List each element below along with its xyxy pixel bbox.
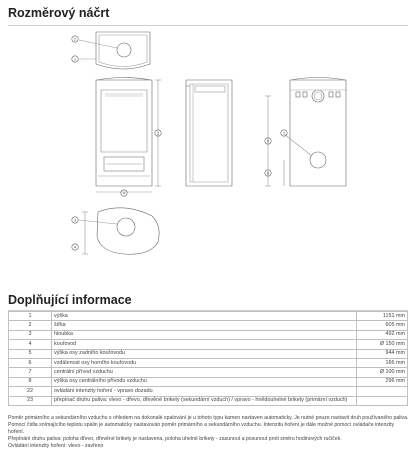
- callout-label: 1: [156, 130, 160, 136]
- row-number: 8: [9, 377, 52, 386]
- table-row: [9, 321, 408, 330]
- row-number: 2: [9, 321, 52, 330]
- row-number: 23: [9, 396, 52, 405]
- rear-view: [265, 78, 346, 187]
- table-row: [9, 396, 408, 405]
- row-label: výška osy centrálního přívodu vzduchu: [52, 377, 357, 386]
- row-number: 3: [9, 330, 52, 339]
- row-label: kouřovod: [52, 340, 357, 349]
- row-label: centrální přívod vzduchu: [52, 368, 357, 377]
- callout-label: 3: [73, 217, 77, 223]
- callout-label: 7: [282, 130, 286, 136]
- table-row: [9, 340, 408, 349]
- callout-label: 2: [73, 36, 77, 42]
- info-title: Doplňující informace: [8, 293, 132, 307]
- row-number: 1: [9, 312, 52, 321]
- row-value: 296 mm: [357, 377, 408, 386]
- row-value: 1151 mm: [357, 312, 408, 321]
- dimension-drawing: [0, 26, 416, 292]
- row-value: [357, 387, 408, 396]
- row-label: ovládání intenzity hoření - vpravo dozadu: [52, 387, 357, 396]
- row-number: 6: [9, 358, 52, 367]
- sketch-title: Rozměrový náčrt: [8, 6, 110, 20]
- callout-label: 4: [122, 190, 126, 196]
- callout-label: 1: [73, 56, 77, 62]
- row-value: [357, 396, 408, 405]
- side-view: [186, 80, 232, 186]
- table-row: [9, 349, 408, 358]
- footer-paragraph: Ovládání intenzity hoření: vlevo - zavřeno: [8, 443, 104, 450]
- callout-label: 5: [266, 138, 270, 144]
- bottom-view: [79, 208, 159, 254]
- row-label: výška osy zadního kouřovodu: [52, 349, 357, 358]
- front-view: [96, 78, 161, 187]
- row-value: 166 mm: [357, 358, 408, 367]
- table-row: [9, 312, 408, 321]
- footer-notes: [8, 415, 410, 450]
- row-number: 22: [9, 387, 52, 396]
- footer-paragraph: Přepínání druhu paliva: poloha dřevo, dřevěné brikety je nastavena, poloha uhelné brikety - zasunout a posunout proti směru hodinových ručiček.: [8, 436, 342, 443]
- row-value: 492 mm: [357, 330, 408, 339]
- row-number: 4: [9, 340, 52, 349]
- table-row: [9, 330, 408, 339]
- row-value: Ø 150 mm: [357, 340, 408, 349]
- row-value: Ø 100 mm: [357, 368, 408, 377]
- callout-label: 6: [266, 170, 270, 176]
- row-number: 7: [9, 368, 52, 377]
- callout-label: 4: [73, 244, 77, 250]
- table-row: [9, 377, 408, 386]
- top-view: [79, 32, 150, 69]
- table-row: [9, 368, 408, 377]
- info-table: [8, 311, 408, 406]
- row-label: šířka: [52, 321, 357, 330]
- table-row: [9, 358, 408, 367]
- row-number: 5: [9, 349, 52, 358]
- row-value: 944 mm: [357, 349, 408, 358]
- footer-paragraph: Poměr primárního a sekundárního vzduchu s ohledem na dokonalé spalování je u tohoto typu kamen nastaven automaticky. Je nutné pouze nastavit druh používaného paliva. Pomocí čidla snímajícího teplotu spalin je automaticky nastavován poměr primárního a sekundárního vzduchu. Intenzitu hoření je dále možné pomocí ovládače intenzity hoření.: [8, 415, 409, 436]
- row-label: hloubka: [52, 330, 357, 339]
- row-label: přepínač druhu paliva: vlevo - dřevo, dřevěné brikety (sekundární vzduch) / vpravo - hnědouhelné brikety (primární vzduch): [52, 396, 357, 405]
- table-row: [9, 387, 408, 396]
- row-value: 605 mm: [357, 321, 408, 330]
- row-label: vzdálenost osy horního kouřovodu: [52, 358, 357, 367]
- row-label: výška: [52, 312, 357, 321]
